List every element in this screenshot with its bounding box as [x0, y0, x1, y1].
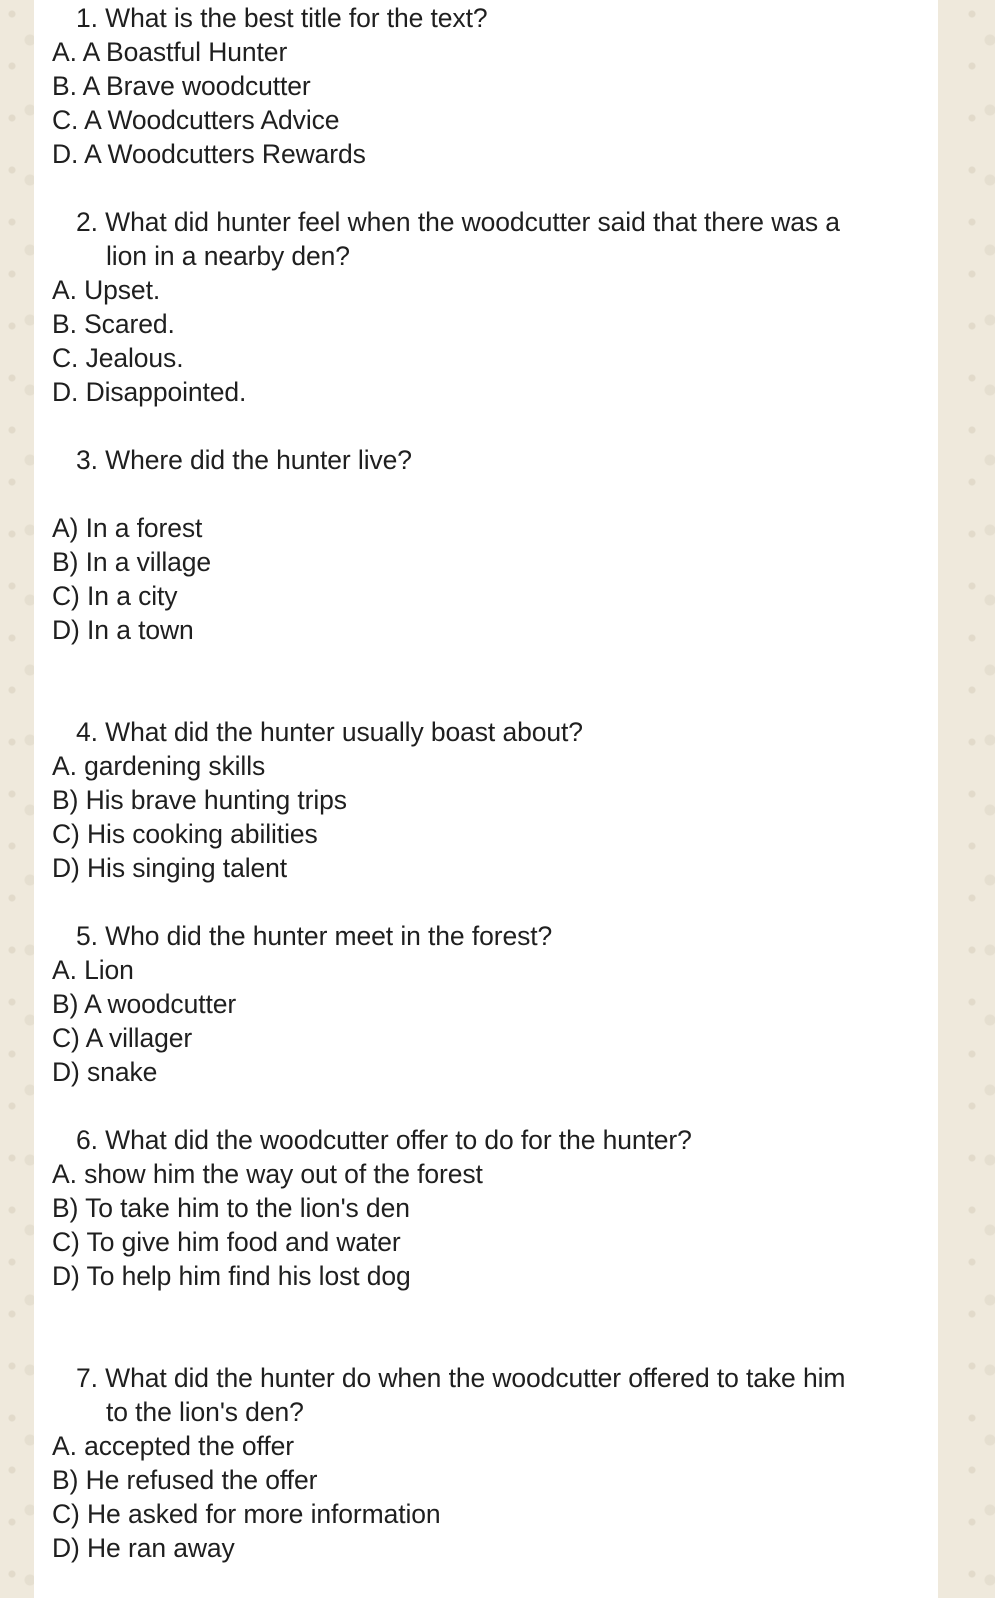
question-4-number: 4.	[76, 717, 98, 747]
question-6-option-a: A. show him the way out of the forest	[52, 1159, 483, 1189]
question-1-option-a: A. A Boastful Hunter	[52, 37, 288, 67]
question-5-option-b: B) A woodcutter	[52, 989, 237, 1019]
question-7-option-d: D) He ran away	[52, 1533, 235, 1563]
question-6-option-c: C) To give him food and water	[52, 1227, 401, 1257]
question-5-option-a: A. Lion	[52, 955, 134, 985]
question-7-number: 7.	[76, 1363, 98, 1393]
question-2-option-d: D. Disappointed.	[52, 377, 247, 407]
question-3-option-c: C) In a city	[52, 581, 178, 611]
question-6-number: 6.	[76, 1125, 98, 1155]
question-7-option-b: B) He refused the offer	[52, 1465, 318, 1495]
question-4-option-d: D) His singing talent	[52, 853, 288, 883]
question-5-text: 5. Who did the hunter meet in the forest?	[76, 921, 553, 951]
question-4-option-a: A. gardening skills	[52, 751, 266, 781]
question-7-option-c: C) He asked for more information	[52, 1499, 441, 1529]
question-4-option-c: C) His cooking abilities	[52, 819, 318, 849]
question-7-option-a: A. accepted the offer	[52, 1431, 294, 1461]
question-5-option-d: D) snake	[52, 1057, 158, 1087]
question-1-text: 1. What is the best title for the text?	[76, 3, 488, 33]
question-6-option-d: D) To help him find his lost dog	[52, 1261, 411, 1291]
question-1-option-d: D. A Woodcutters Rewards	[52, 139, 366, 169]
question-3-option-d: D) In a town	[52, 615, 194, 645]
question-2-option-b: B. Scared.	[52, 309, 175, 339]
question-6-text: 6. What did the woodcutter offer to do for the hunter?	[76, 1125, 692, 1155]
question-5-number: 5.	[76, 921, 98, 951]
question-1-option-c: C. A Woodcutters Advice	[52, 105, 340, 135]
question-7-text-continued: to the lion's den?	[106, 1397, 304, 1427]
question-3-number: 3.	[76, 445, 98, 475]
question-3-option-a: A) In a forest	[52, 513, 203, 543]
question-2-option-c: C. Jealous.	[52, 343, 184, 373]
chat-wallpaper-right	[938, 0, 995, 1598]
question-2-number: 2.	[76, 207, 98, 237]
question-1-option-b: B. A Brave woodcutter	[52, 71, 311, 101]
question-2-text: 2. What did hunter feel when the woodcutter said that there was a	[76, 207, 840, 237]
question-2-option-a: A. Upset.	[52, 275, 161, 305]
question-7-text: 7. What did the hunter do when the woodcutter offered to take him	[76, 1363, 846, 1393]
question-6-option-b: B) To take him to the lion's den	[52, 1193, 410, 1223]
question-2-text-continued: lion in a nearby den?	[106, 241, 350, 271]
question-4-option-b: B) His brave hunting trips	[52, 785, 347, 815]
question-4-text: 4. What did the hunter usually boast about?	[76, 717, 583, 747]
message-bubble[interactable]	[34, 0, 938, 1598]
chat-wallpaper-left	[0, 0, 34, 1598]
question-1-number: 1.	[76, 3, 98, 33]
question-3-text: 3. Where did the hunter live?	[76, 445, 412, 475]
question-5-option-c: C) A villager	[52, 1023, 193, 1053]
question-3-option-b: B) In a village	[52, 547, 212, 577]
